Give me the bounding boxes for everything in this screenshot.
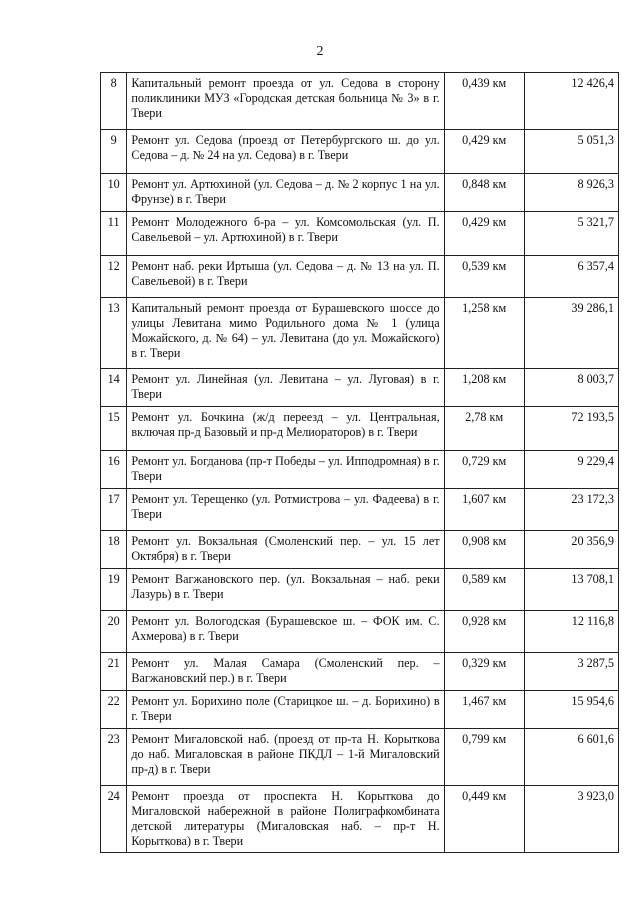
cost-cell: 13 708,1	[524, 569, 618, 611]
road-works-table	[100, 72, 619, 853]
cost-cell: 3 287,5	[524, 653, 618, 691]
table-row	[101, 653, 619, 691]
road-length-cell: 0,429 км	[444, 212, 524, 256]
road-length-cell: 0,329 км	[444, 653, 524, 691]
cost-cell: 20 356,9	[524, 531, 618, 569]
row-number-cell: 21	[101, 653, 127, 691]
cost-cell: 3 923,0	[524, 786, 618, 853]
page-number: 2	[316, 44, 324, 59]
row-number-cell: 13	[101, 298, 127, 369]
table-row	[101, 298, 619, 369]
cost-cell: 12 116,8	[524, 611, 618, 653]
table-row	[101, 489, 619, 531]
work-description-cell: Ремонт ул. Седова (проезд от Петербургского ш. до ул. Седова – д. № 24 на ул. Седова) в г. Твери	[127, 130, 444, 174]
road-length-cell: 0,429 км	[444, 130, 524, 174]
cost-cell: 5 321,7	[524, 212, 618, 256]
road-length-cell: 0,908 км	[444, 531, 524, 569]
work-description-cell: Ремонт ул. Артюхиной (ул. Седова – д. № 2 корпус 1 на ул. Фрунзе) в г. Твери	[127, 174, 444, 212]
cost-cell: 15 954,6	[524, 691, 618, 729]
work-description-cell: Ремонт ул. Терещенко (ул. Ротмистрова – ул. Фадеева) в г. Твери	[127, 489, 444, 531]
work-description-cell: Ремонт ул. Вологодская (Бурашевское ш. – ФОК им. С. Ахмерова) в г. Твери	[127, 611, 444, 653]
row-number-cell: 8	[101, 73, 127, 130]
cost-cell: 8 926,3	[524, 174, 618, 212]
table-row	[101, 212, 619, 256]
road-length-cell: 1,208 км	[444, 369, 524, 407]
cost-cell: 12 426,4	[524, 73, 618, 130]
work-description-cell: Капитальный ремонт проезда от Бурашевского шоссе до улицы Левитана мимо Родильного дома № 1 (улица Можайского, д. № 64) – ул. Левитана (до ул. Можайского) в г. Твери	[127, 298, 444, 369]
road-length-cell: 0,799 км	[444, 729, 524, 786]
work-description-cell: Ремонт Мигаловской наб. (проезд от пр-та Н. Корыткова до наб. Мигаловская в районе ПКДЛ – 1-й Мигаловский пр-д) в г. Твери	[127, 729, 444, 786]
cost-cell: 5 051,3	[524, 130, 618, 174]
row-number-cell: 16	[101, 451, 127, 489]
table-row	[101, 729, 619, 786]
work-description-cell: Ремонт ул. Вокзальная (Смоленский пер. – ул. 15 лет Октября) в г. Твери	[127, 531, 444, 569]
work-description-cell: Капитальный ремонт проезда от ул. Седова в сторону поликлиники МУЗ «Городская детская больница № 3» в г. Твери	[127, 73, 444, 130]
table-row	[101, 569, 619, 611]
road-length-cell: 0,848 км	[444, 174, 524, 212]
table-row	[101, 174, 619, 212]
table-row	[101, 130, 619, 174]
row-number-cell: 15	[101, 407, 127, 451]
row-number-cell: 24	[101, 786, 127, 853]
work-description-cell: Ремонт Вагжановского пер. (ул. Вокзальная – наб. реки Лазурь) в г. Твери	[127, 569, 444, 611]
row-number-cell: 20	[101, 611, 127, 653]
row-number-cell: 22	[101, 691, 127, 729]
table-row	[101, 407, 619, 451]
row-number-cell: 12	[101, 256, 127, 298]
cost-cell: 6 601,6	[524, 729, 618, 786]
road-length-cell: 2,78 км	[444, 407, 524, 451]
table-row	[101, 611, 619, 653]
work-description-cell: Ремонт ул. Линейная (ул. Левитана – ул. Луговая) в г. Твери	[127, 369, 444, 407]
work-description-cell: Ремонт ул. Богданова (пр-т Победы – ул. Ипподромная) в г. Твери	[127, 451, 444, 489]
table-row	[101, 531, 619, 569]
work-description-cell: Ремонт проезда от проспекта Н. Корыткова до Мигаловской набережной в районе Полиграфкомбината детской литературы (Мигаловская наб. – пр-т Н. Корыткова) в г. Твери	[127, 786, 444, 853]
table-row	[101, 73, 619, 130]
table-row	[101, 369, 619, 407]
cost-cell: 9 229,4	[524, 451, 618, 489]
table-row	[101, 786, 619, 853]
table-row	[101, 256, 619, 298]
cost-cell: 23 172,3	[524, 489, 618, 531]
work-description-cell: Ремонт Молодежного б-ра – ул. Комсомольская (ул. П. Савельевой – ул. Артюхиной) в г. Твери	[127, 212, 444, 256]
table-row	[101, 691, 619, 729]
road-length-cell: 0,589 км	[444, 569, 524, 611]
row-number-cell: 10	[101, 174, 127, 212]
road-length-cell: 0,729 км	[444, 451, 524, 489]
road-length-cell: 0,928 км	[444, 611, 524, 653]
road-length-cell: 0,539 км	[444, 256, 524, 298]
road-length-cell: 0,449 км	[444, 786, 524, 853]
road-length-cell: 1,607 км	[444, 489, 524, 531]
road-length-cell: 0,439 км	[444, 73, 524, 130]
road-length-cell: 1,467 км	[444, 691, 524, 729]
row-number-cell: 23	[101, 729, 127, 786]
work-description-cell: Ремонт наб. реки Иртыша (ул. Седова – д. № 13 на ул. П. Савельевой) в г. Твери	[127, 256, 444, 298]
work-description-cell: Ремонт ул. Борихино поле (Старицкое ш. – д. Борихино) в г. Твери	[127, 691, 444, 729]
row-number-cell: 17	[101, 489, 127, 531]
row-number-cell: 11	[101, 212, 127, 256]
row-number-cell: 14	[101, 369, 127, 407]
work-description-cell: Ремонт ул. Малая Самара (Смоленский пер. – Вагжановский пер.) в г. Твери	[127, 653, 444, 691]
row-number-cell: 9	[101, 130, 127, 174]
cost-cell: 39 286,1	[524, 298, 618, 369]
table-body	[101, 73, 619, 853]
work-description-cell: Ремонт ул. Бочкина (ж/д переезд – ул. Центральная, включая пр-д Базовый и пр-д Мелиораторов) в г. Твери	[127, 407, 444, 451]
table-row	[101, 451, 619, 489]
row-number-cell: 18	[101, 531, 127, 569]
cost-cell: 72 193,5	[524, 407, 618, 451]
row-number-cell: 19	[101, 569, 127, 611]
cost-cell: 6 357,4	[524, 256, 618, 298]
road-length-cell: 1,258 км	[444, 298, 524, 369]
cost-cell: 8 003,7	[524, 369, 618, 407]
